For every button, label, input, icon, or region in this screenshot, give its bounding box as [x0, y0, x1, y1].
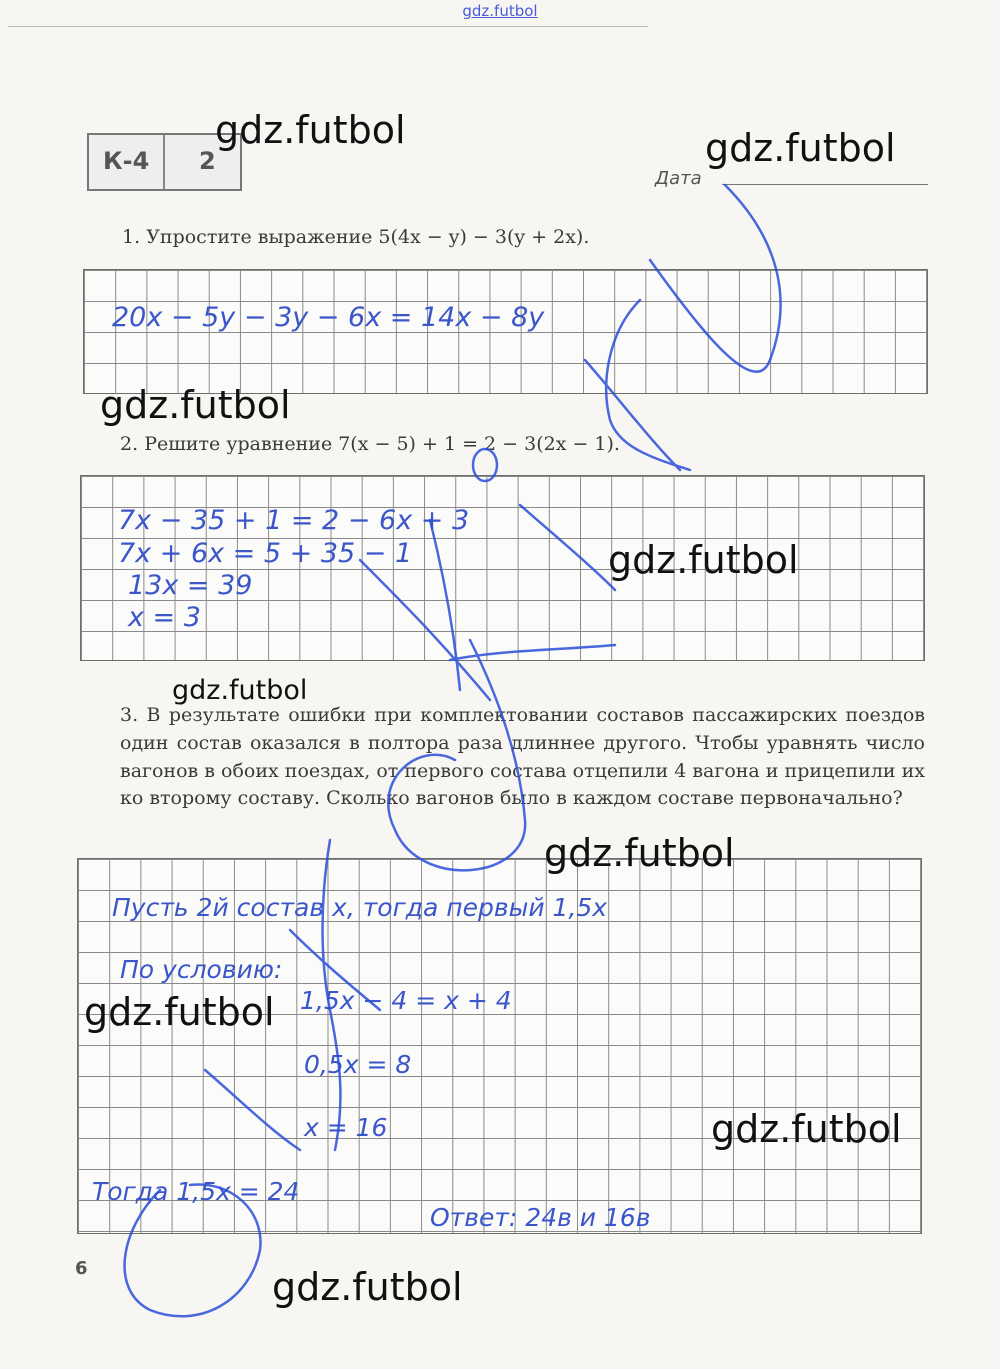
variant-number: 2	[199, 147, 216, 175]
check-stroke-4	[520, 505, 615, 590]
check-stroke-10	[290, 930, 380, 1010]
check-stroke-1	[650, 185, 781, 372]
watermark-6: gdz.futbol	[544, 831, 735, 875]
task-3-number: 3.	[120, 704, 139, 726]
watermark-5: gdz.futbol	[172, 675, 308, 706]
task-1-text: Упростите выражение 5(4x − y) − 3(y + 2x).	[146, 226, 590, 248]
watermark-9: gdz.futbol	[272, 1265, 463, 1309]
check-stroke-3	[585, 360, 680, 470]
task-1-number: 1.	[122, 226, 141, 248]
check-stroke-11	[205, 1070, 300, 1150]
check-stroke-2	[606, 300, 690, 470]
task-2-number: 2.	[120, 433, 139, 455]
watermark-1: gdz.futbol	[215, 108, 406, 152]
task-1-answer-line: 20x − 5y − 3y − 6x = 14x − 8y	[112, 302, 545, 333]
task-3-line-3: 1,5x − 4 = x + 4	[300, 986, 512, 1015]
task-3-text: В результате ошибки при комплектовании составов пассажирских поездов один состав оказался в полтора раза длиннее другого. Чтобы уравнять число вагонов в обоих поездах, от первого состава отцепили 4 вагона и прицепили их ко второму составу. Сколько вагонов было в каждом составе первоначально?	[120, 704, 926, 810]
task-3-line-6: Тогда 1,5x = 24	[92, 1177, 300, 1206]
watermark-8: gdz.futbol	[711, 1107, 902, 1151]
watermark-4: gdz.futbol	[608, 538, 799, 582]
check-stroke-6	[360, 560, 490, 700]
page-number: 6	[75, 1258, 88, 1279]
check-stroke-12	[125, 1184, 261, 1316]
task-2-text: Решите уравнение 7(x − 5) + 1 = 2 − 3(2x − 1).	[144, 433, 620, 455]
check-stroke-8	[388, 640, 525, 870]
check-stroke-5	[430, 520, 460, 690]
watermark-7: gdz.futbol	[84, 990, 275, 1034]
work-code: К-4	[103, 147, 150, 175]
task-3-line-2: По условию:	[120, 955, 283, 984]
task-3-line-4: 0,5x = 8	[304, 1050, 412, 1079]
check-circle-1	[473, 449, 497, 481]
task-2-line-1: 7x − 35 + 1 = 2 − 6x + 3	[118, 505, 470, 536]
watermark-2: gdz.futbol	[705, 126, 896, 170]
check-stroke-9	[323, 840, 341, 1150]
task-3-line-5: x = 16	[304, 1113, 388, 1142]
date-label: Дата	[655, 168, 702, 189]
task-3-line-1: Пусть 2й состав x, тогда первый 1,5x	[112, 893, 608, 922]
task-3-answer: Ответ: 24в и 16в	[430, 1203, 651, 1232]
watermark-3: gdz.futbol	[100, 383, 291, 427]
task-2-line-3: 13x = 39	[128, 570, 253, 601]
task-2-line-2: 7x + 6x = 5 + 35 − 1	[118, 538, 413, 569]
top-watermark: gdz.futbol	[462, 2, 538, 20]
task-2-line-4: x = 3	[128, 602, 201, 633]
